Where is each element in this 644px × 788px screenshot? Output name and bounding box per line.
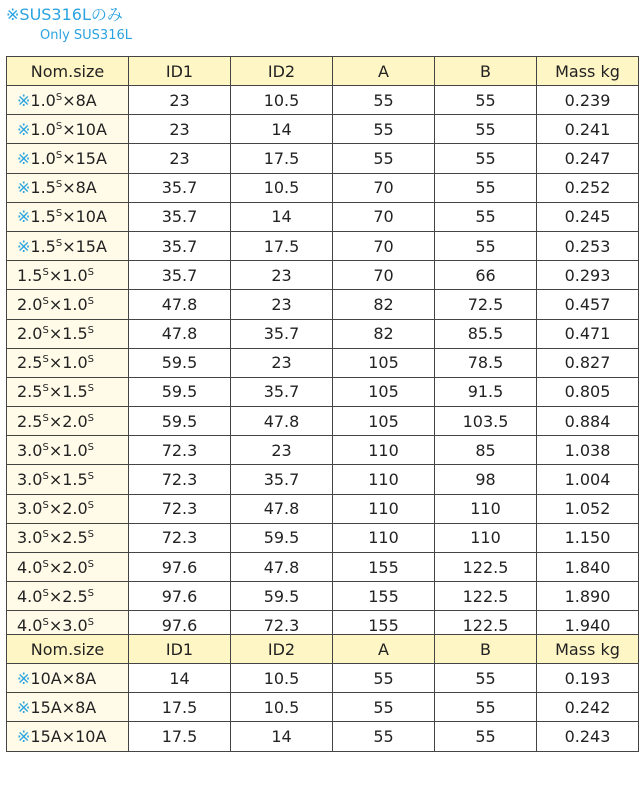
reducer-table-small (6, 634, 639, 752)
cell-a: 70 (333, 173, 435, 202)
table-header-row (7, 635, 639, 664)
cell-nom-size (7, 348, 129, 377)
schedule-superscript: S (55, 91, 63, 103)
size-text: ×2.5 (48, 528, 88, 548)
size-text: 2.0 (17, 324, 43, 344)
cell-nom-size (7, 465, 129, 494)
cell-b: 55 (435, 722, 537, 751)
cell-mass: 0.247 (537, 144, 639, 173)
cell-id1: 97.6 (129, 611, 231, 640)
size-text: 1.0 (30, 119, 56, 139)
table-row (7, 144, 639, 173)
note-japanese: ※SUS316Lのみ (6, 5, 123, 24)
size-text: ×1.5 (48, 470, 88, 490)
schedule-superscript: S (42, 325, 49, 337)
cell-a: 155 (333, 611, 435, 640)
cell-mass: 0.242 (537, 693, 639, 722)
cell-id2: 59.5 (231, 523, 333, 552)
cell-b: 110 (435, 494, 537, 523)
cell-a: 155 (333, 582, 435, 611)
size-text: 2.5 (17, 353, 43, 373)
cell-b: 98 (435, 465, 537, 494)
cell-nom-size (7, 319, 129, 348)
cell-id2: 35.7 (231, 465, 333, 494)
cell-id1: 17.5 (129, 693, 231, 722)
schedule-superscript: S (42, 412, 49, 424)
cell-nom-size (7, 553, 129, 582)
cell-b: 55 (435, 115, 537, 144)
sus316l-only-mark: ※ (17, 148, 31, 168)
cell-a: 82 (333, 290, 435, 319)
cell-mass: 0.243 (537, 722, 639, 751)
cell-a: 70 (333, 261, 435, 290)
size-text: ×1.0 (48, 353, 88, 373)
cell-mass: 0.457 (537, 290, 639, 319)
cell-mass: 1.038 (537, 436, 639, 465)
table-row (7, 553, 639, 582)
reducer-table-main (6, 56, 639, 641)
cell-id1: 97.6 (129, 582, 231, 611)
cell-mass: 1.840 (537, 553, 639, 582)
schedule-superscript: S (55, 179, 63, 191)
cell-mass: 0.471 (537, 319, 639, 348)
size-text: 2.5 (17, 411, 43, 431)
cell-id2: 14 (231, 115, 333, 144)
cell-nom-size (7, 261, 129, 290)
table-row (7, 664, 639, 693)
sus316l-only-mark: ※ (17, 236, 31, 256)
schedule-superscript: S (42, 558, 49, 570)
size-text: ×2.5 (48, 586, 88, 606)
size-text: ×15A (62, 148, 107, 168)
size-text: 1.0 (30, 90, 56, 110)
table-row (7, 290, 639, 319)
schedule-superscript: S (42, 354, 49, 366)
size-text: ×1.5 (48, 324, 88, 344)
size-text: ×10A (62, 119, 107, 139)
cell-id2: 10.5 (231, 693, 333, 722)
schedule-superscript: S (87, 441, 95, 453)
schedule-superscript: S (87, 354, 95, 366)
size-text: 3.0 (17, 499, 43, 519)
table-row (7, 582, 639, 611)
cell-b: 91.5 (435, 377, 537, 406)
header-id1: ID1 (129, 635, 231, 664)
cell-id2: 10.5 (231, 173, 333, 202)
cell-nom-size (7, 290, 129, 319)
header-b: B (435, 635, 537, 664)
header-nom-size: Nom.size (7, 57, 129, 86)
sus316l-only-mark: ※ (17, 178, 31, 198)
cell-mass: 1.004 (537, 465, 639, 494)
size-text: 1.5 (30, 236, 56, 256)
cell-id2: 10.5 (231, 664, 333, 693)
schedule-superscript: S (42, 383, 49, 395)
size-text: 2.5 (17, 382, 43, 402)
size-text: ×2.0 (48, 411, 88, 431)
cell-nom-size (7, 202, 129, 231)
cell-id1: 47.8 (129, 290, 231, 319)
cell-mass: 1.890 (537, 582, 639, 611)
schedule-superscript: S (87, 266, 95, 278)
size-text: 3.0 (17, 440, 43, 460)
cell-id2: 35.7 (231, 377, 333, 406)
sus316l-only-mark: ※ (17, 726, 31, 746)
size-text: 10A×8A (30, 668, 97, 688)
cell-b: 78.5 (435, 348, 537, 377)
cell-nom-size (7, 722, 129, 751)
schedule-superscript: S (87, 471, 95, 483)
header-id2: ID2 (231, 57, 333, 86)
table-row (7, 722, 639, 751)
cell-id2: 23 (231, 290, 333, 319)
cell-mass: 0.884 (537, 407, 639, 436)
header-a: A (333, 57, 435, 86)
cell-id2: 23 (231, 436, 333, 465)
schedule-superscript: S (42, 295, 49, 307)
size-text: ×1.0 (48, 440, 88, 460)
size-text: ×15A (62, 236, 107, 256)
cell-id1: 35.7 (129, 261, 231, 290)
schedule-superscript: S (87, 529, 95, 541)
size-text: 4.0 (17, 615, 43, 635)
size-text: ×2.0 (48, 557, 88, 577)
header-mass: Mass kg (537, 57, 639, 86)
cell-b: 85 (435, 436, 537, 465)
cell-a: 110 (333, 436, 435, 465)
cell-nom-size (7, 436, 129, 465)
size-text: 1.5 (30, 178, 56, 198)
cell-nom-size (7, 407, 129, 436)
schedule-superscript: S (42, 266, 49, 278)
table-row (7, 86, 639, 115)
cell-mass: 0.241 (537, 115, 639, 144)
schedule-superscript: S (87, 325, 95, 337)
cell-id2: 23 (231, 261, 333, 290)
table-row (7, 436, 639, 465)
sus316l-only-mark: ※ (17, 668, 31, 688)
size-text: ×10A (62, 207, 107, 227)
cell-b: 66 (435, 261, 537, 290)
cell-id1: 47.8 (129, 319, 231, 348)
table-row (7, 202, 639, 231)
cell-mass: 0.245 (537, 202, 639, 231)
size-text: 3.0 (17, 528, 43, 548)
size-text: 1.5 (30, 207, 56, 227)
cell-a: 55 (333, 144, 435, 173)
cell-id2: 59.5 (231, 582, 333, 611)
table-row (7, 523, 639, 552)
cell-b: 122.5 (435, 582, 537, 611)
size-text: ×1.0 (48, 294, 88, 314)
cell-mass: 0.239 (537, 86, 639, 115)
cell-id1: 72.3 (129, 465, 231, 494)
cell-b: 55 (435, 173, 537, 202)
cell-mass: 1.150 (537, 523, 639, 552)
cell-id1: 23 (129, 115, 231, 144)
table-row (7, 348, 639, 377)
sus316l-only-mark: ※ (17, 119, 31, 139)
schedule-superscript: S (87, 500, 95, 512)
cell-b: 103.5 (435, 407, 537, 436)
cell-a: 70 (333, 202, 435, 231)
cell-b: 110 (435, 523, 537, 552)
size-text: 1.0 (30, 148, 56, 168)
cell-id1: 72.3 (129, 494, 231, 523)
cell-id1: 35.7 (129, 202, 231, 231)
cell-mass: 0.253 (537, 231, 639, 260)
cell-nom-size (7, 231, 129, 260)
cell-nom-size (7, 173, 129, 202)
cell-id2: 10.5 (231, 86, 333, 115)
cell-id2: 35.7 (231, 319, 333, 348)
cell-a: 105 (333, 407, 435, 436)
cell-id2: 72.3 (231, 611, 333, 640)
cell-a: 105 (333, 348, 435, 377)
schedule-superscript: S (42, 529, 49, 541)
cell-b: 55 (435, 231, 537, 260)
cell-id2: 23 (231, 348, 333, 377)
cell-b: 85.5 (435, 319, 537, 348)
header-id1: ID1 (129, 57, 231, 86)
table-row (7, 407, 639, 436)
cell-mass: 0.252 (537, 173, 639, 202)
schedule-superscript: S (87, 295, 95, 307)
size-text: ×8A (62, 90, 97, 110)
cell-a: 55 (333, 722, 435, 751)
cell-mass: 0.293 (537, 261, 639, 290)
cell-mass: 0.193 (537, 664, 639, 693)
cell-id2: 14 (231, 722, 333, 751)
cell-b: 55 (435, 86, 537, 115)
sus316l-only-mark: ※ (17, 697, 31, 717)
size-text: 4.0 (17, 557, 43, 577)
schedule-superscript: S (55, 120, 63, 132)
schedule-superscript: S (55, 149, 63, 161)
schedule-superscript: S (42, 587, 49, 599)
cell-a: 105 (333, 377, 435, 406)
cell-a: 110 (333, 523, 435, 552)
table-row (7, 494, 639, 523)
header-id2: ID2 (231, 635, 333, 664)
cell-id1: 59.5 (129, 348, 231, 377)
schedule-superscript: S (42, 616, 49, 628)
cell-a: 110 (333, 494, 435, 523)
table-header-row (7, 57, 639, 86)
table-row (7, 693, 639, 722)
cell-b: 55 (435, 202, 537, 231)
cell-nom-size (7, 115, 129, 144)
size-text: ×8A (62, 178, 97, 198)
cell-b: 55 (435, 664, 537, 693)
cell-nom-size (7, 523, 129, 552)
schedule-superscript: S (55, 237, 63, 249)
size-text: 2.0 (17, 294, 43, 314)
cell-id1: 72.3 (129, 523, 231, 552)
cell-nom-size (7, 693, 129, 722)
cell-a: 70 (333, 231, 435, 260)
cell-mass: 0.805 (537, 377, 639, 406)
schedule-superscript: S (87, 558, 95, 570)
cell-a: 155 (333, 553, 435, 582)
header-mass: Mass kg (537, 635, 639, 664)
cell-nom-size (7, 144, 129, 173)
table-row (7, 465, 639, 494)
cell-id1: 23 (129, 86, 231, 115)
cell-id2: 17.5 (231, 144, 333, 173)
cell-nom-size (7, 494, 129, 523)
table-row (7, 115, 639, 144)
schedule-superscript: S (87, 587, 95, 599)
size-text: 15A×10A (30, 726, 107, 746)
cell-b: 55 (435, 144, 537, 173)
schedule-superscript: S (42, 500, 49, 512)
cell-id1: 59.5 (129, 407, 231, 436)
size-text: 4.0 (17, 586, 43, 606)
note-english: Only SUS316L (40, 28, 132, 43)
cell-mass: 0.827 (537, 348, 639, 377)
cell-mass: 1.940 (537, 611, 639, 640)
table-row (7, 319, 639, 348)
cell-id1: 17.5 (129, 722, 231, 751)
cell-id2: 47.8 (231, 553, 333, 582)
table-row (7, 261, 639, 290)
cell-id1: 97.6 (129, 553, 231, 582)
cell-a: 110 (333, 465, 435, 494)
cell-a: 55 (333, 693, 435, 722)
table-row (7, 377, 639, 406)
cell-id1: 35.7 (129, 231, 231, 260)
cell-nom-size (7, 582, 129, 611)
table-body-small (7, 664, 639, 752)
sus316l-only-mark: ※ (17, 90, 31, 110)
size-text: 3.0 (17, 470, 43, 490)
cell-nom-size (7, 86, 129, 115)
size-text: 1.5 (17, 265, 43, 285)
cell-nom-size (7, 664, 129, 693)
header-b: B (435, 57, 537, 86)
header-nom-size: Nom.size (7, 635, 129, 664)
size-text: ×1.5 (48, 382, 88, 402)
size-text: 15A×8A (30, 697, 97, 717)
cell-id1: 14 (129, 664, 231, 693)
sus316l-only-mark: ※ (17, 207, 31, 227)
cell-b: 72.5 (435, 290, 537, 319)
cell-b: 122.5 (435, 553, 537, 582)
cell-mass: 1.052 (537, 494, 639, 523)
schedule-superscript: S (87, 412, 95, 424)
size-text: ×1.0 (48, 265, 88, 285)
cell-id1: 59.5 (129, 377, 231, 406)
cell-b: 55 (435, 693, 537, 722)
table-body-main (7, 86, 639, 641)
schedule-superscript: S (42, 441, 49, 453)
schedule-superscript: S (42, 471, 49, 483)
schedule-superscript: S (55, 208, 63, 220)
cell-id2: 47.8 (231, 494, 333, 523)
header-a: A (333, 635, 435, 664)
table-row (7, 231, 639, 260)
cell-id1: 35.7 (129, 173, 231, 202)
cell-id1: 23 (129, 144, 231, 173)
table-row (7, 173, 639, 202)
cell-id1: 72.3 (129, 436, 231, 465)
size-text: ×2.0 (48, 499, 88, 519)
cell-a: 55 (333, 664, 435, 693)
cell-id2: 17.5 (231, 231, 333, 260)
cell-id2: 47.8 (231, 407, 333, 436)
schedule-superscript: S (87, 383, 95, 395)
cell-a: 55 (333, 115, 435, 144)
cell-a: 82 (333, 319, 435, 348)
cell-b: 122.5 (435, 611, 537, 640)
size-text: ×3.0 (48, 615, 88, 635)
cell-nom-size (7, 377, 129, 406)
cell-a: 55 (333, 86, 435, 115)
cell-id2: 14 (231, 202, 333, 231)
schedule-superscript: S (87, 616, 95, 628)
